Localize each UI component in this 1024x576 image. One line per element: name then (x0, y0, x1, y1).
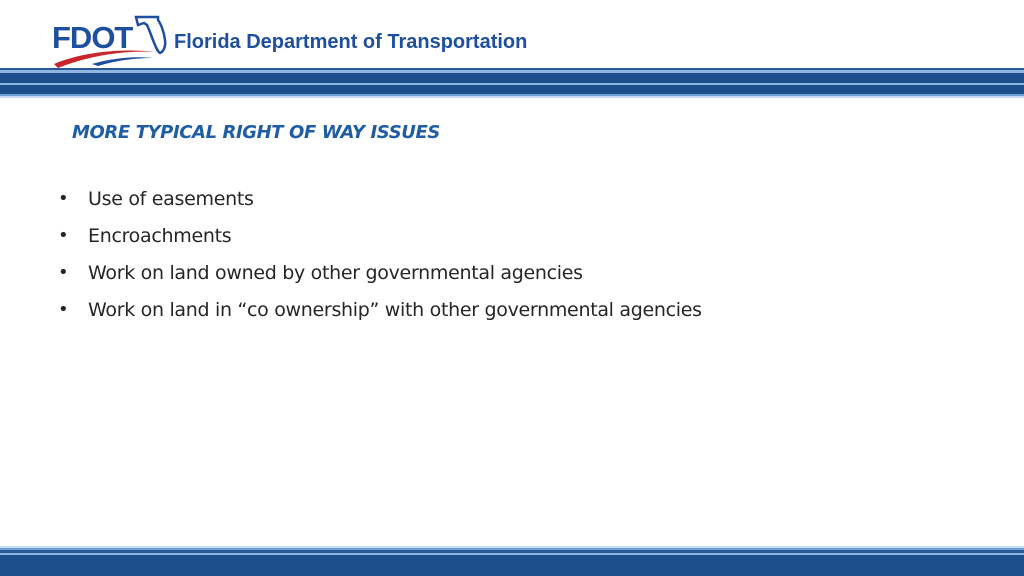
org-name: Florida Department of Transportation (174, 31, 528, 53)
bullet-dot-icon: • (58, 299, 69, 320)
bullet-text: Work on land owned by other governmental agencies (88, 262, 583, 284)
bullet-text: Use of easements (88, 188, 254, 210)
logo-text: FDOT (52, 20, 133, 55)
bullet-text: Work on land in “co ownership” with other governmental agencies (88, 299, 702, 321)
bullet-dot-icon: • (58, 262, 69, 283)
slide-title: MORE TYPICAL RIGHT OF WAY ISSUES (72, 122, 440, 143)
bullet-item (56, 295, 702, 332)
fdot-logo (52, 14, 170, 68)
bullet-item (56, 184, 702, 221)
bullet-item (56, 221, 702, 258)
footer-band (0, 546, 1024, 576)
header (0, 0, 1024, 70)
header-band (0, 68, 1024, 100)
bullet-item (56, 258, 702, 295)
bullet-text: Encroachments (88, 225, 232, 247)
bullet-dot-icon: • (58, 225, 69, 246)
swoosh-blue-icon (92, 57, 152, 66)
florida-outline-icon (136, 17, 165, 53)
bullet-dot-icon: • (58, 188, 69, 209)
bullet-list (56, 184, 702, 332)
